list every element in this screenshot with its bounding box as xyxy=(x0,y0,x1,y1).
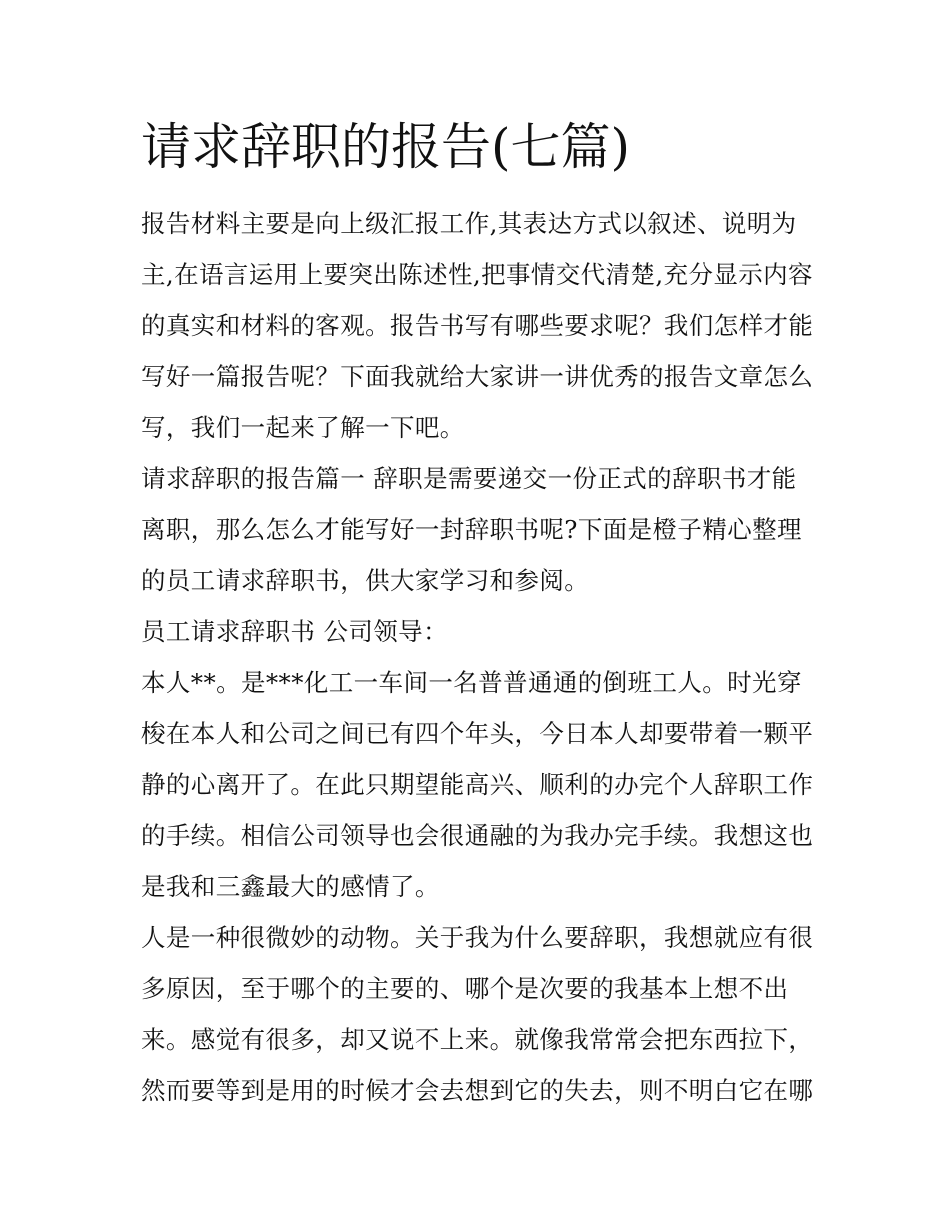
text-line: 本人**。是***化工一车间一名普普通通的倒班工人。时光穿 xyxy=(141,668,802,697)
text-line: 人是一种很微妙的动物。关于我为什么要辞职，我想就应有很 xyxy=(141,923,814,952)
text-line: 然而要等到是用的时候才会去想到它的失去，则不明白它在哪 xyxy=(141,1076,814,1105)
text-line: 的手续。相信公司领导也会很通融的为我办完手续。我想这也 xyxy=(141,821,814,850)
text-line: 写，我们一起来了解一下吧。 xyxy=(141,413,465,442)
text-line: 主,在语言运用上要突出陈述性,把事情交代清楚,充分显示内容 xyxy=(141,260,813,289)
text-line: 的员工请求辞职书，供大家学习和参阅。 xyxy=(141,566,590,595)
text-line: 员工请求辞职书 公司领导： xyxy=(141,617,448,646)
text-line: 多原因，至于哪个的主要的、哪个是次要的我基本上想不出 xyxy=(141,974,789,1003)
text-line: 的真实和材料的客观。报告书写有哪些要求呢？我们怎样才能 xyxy=(141,311,814,340)
document-text xyxy=(141,198,821,1116)
document-body xyxy=(141,112,821,1116)
document-title: 请求辞职的报告(七篇) xyxy=(141,118,631,176)
text-line: 静的心离开了。在此只期望能高兴、顺利的办完个人辞职工作 xyxy=(141,770,814,799)
text-line: 报告材料主要是向上级汇报工作,其表达方式以叙述、说明为 xyxy=(141,209,797,238)
text-line: 梭在本人和公司之间已有四个年头，今日本人却要带着一颗平 xyxy=(141,719,814,748)
text-line: 离职，那么怎么才能写好一封辞职书呢?下面是橙子精心整理 xyxy=(141,515,802,544)
text-line: 来。感觉有很多，却又说不上来。就像我常常会把东西拉下， xyxy=(141,1025,814,1054)
text-line: 写好一篇报告呢？下面我就给大家讲一讲优秀的报告文章怎么 xyxy=(141,362,814,391)
text-line: 是我和三鑫最大的感情了。 xyxy=(141,872,440,901)
text-line: 请求辞职的报告篇一 辞职是需要递交一份正式的辞职书才能 xyxy=(141,464,797,493)
